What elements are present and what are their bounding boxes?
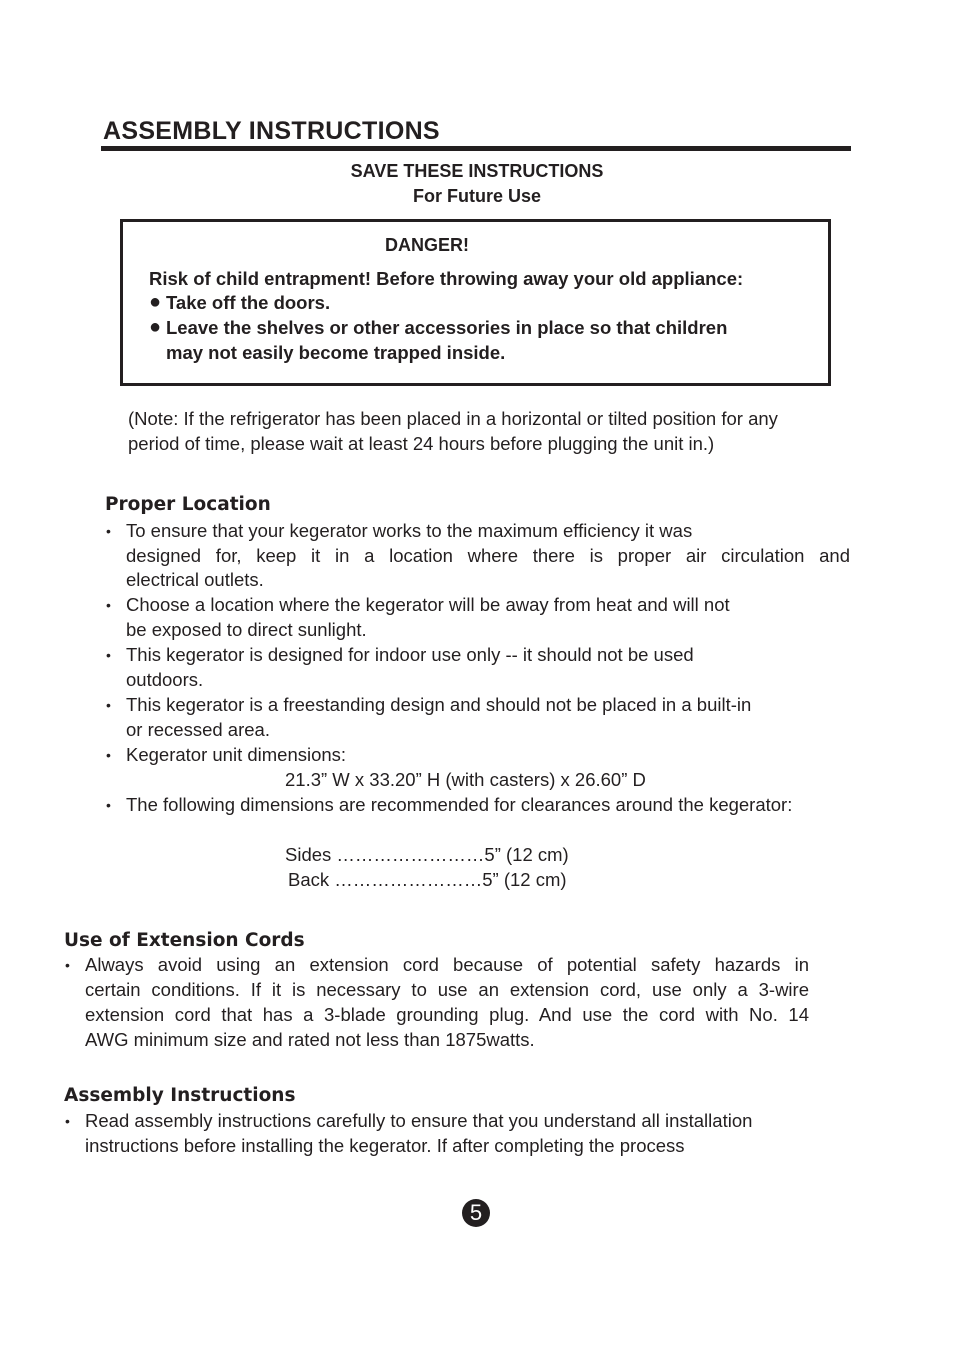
extension-cords-text: certain conditions. If it is necessary to use an extension cord, use only a 3-wire (85, 979, 809, 1000)
page-title: ASSEMBLY INSTRUCTIONS (103, 117, 440, 145)
page-number: 5 (462, 1199, 490, 1227)
danger-bullet: ● (149, 291, 162, 313)
extension-cords-text: extension cord that has a 3-blade grounding plug. And use the cord with No. 14 (85, 1004, 809, 1025)
extension-cords-text: AWG minimum size and rated not less than 1875watts. (85, 1029, 535, 1050)
location-item-text: Choose a location where the kegerator will be away from heat and will not (126, 594, 730, 615)
location-item-text: This kegerator is a freestanding design and should not be placed in a built-in (126, 694, 752, 715)
danger-item-text: may not easily become trapped inside. (166, 342, 506, 363)
bullet-dot: • (106, 597, 111, 613)
location-item-text: This kegerator is designed for indoor use only -- it should not be used (126, 644, 694, 665)
location-item-text: be exposed to direct sunlight. (126, 619, 367, 640)
clearance-sides: Sides ……………………5” (12 cm) (285, 844, 569, 865)
bullet-dot: • (106, 523, 111, 539)
bullet-dot: • (106, 647, 111, 663)
location-item-text: outdoors. (126, 669, 204, 690)
location-item-text: The following dimensions are recommended for clearances around the kegerator: (126, 794, 793, 815)
proper-location-heading: Proper Location (105, 494, 271, 515)
location-item-text: designed for, keep it in a location where there is proper air circulation and (126, 545, 850, 566)
unit-dimensions: 21.3” W x 33.20” H (with casters) x 26.60” D (285, 769, 646, 790)
danger-item-text: Leave the shelves or other accessories in place so that children (166, 317, 728, 338)
bullet-dot: • (106, 797, 111, 813)
bullet-dot: • (106, 697, 111, 713)
save-instructions-heading: SAVE THESE INSTRUCTIONS (350, 161, 604, 181)
extension-cords-text: Always avoid using an extension cord because of potential safety hazards in (85, 954, 809, 975)
bullet-dot: • (65, 1113, 70, 1129)
extension-cords-heading: Use of Extension Cords (64, 930, 305, 951)
danger-bullet: ● (149, 316, 162, 338)
clearance-back: Back ……………………5” (12 cm) (288, 869, 567, 890)
note-text: period of time, please wait at least 24 hours before plugging the unit in.) (128, 433, 715, 454)
danger-intro: Risk of child entrapment! Before throwing away your old appliance: (149, 268, 744, 289)
title-divider (101, 146, 851, 151)
location-item-text: or recessed area. (126, 719, 270, 740)
note-text: (Note: If the refrigerator has been placed in a horizontal or tilted position for any (128, 408, 778, 429)
location-item-text: To ensure that your kegerator works to the maximum efficiency it was (126, 520, 693, 541)
location-item-text: Kegerator unit dimensions: (126, 744, 347, 765)
bullet-dot: • (65, 957, 70, 973)
assembly-text: instructions before installing the kegerator. If after completing the process (85, 1135, 685, 1156)
danger-item-text: Take off the doors. (166, 292, 331, 313)
future-use-subheading: For Future Use (412, 186, 541, 206)
bullet-dot: • (106, 747, 111, 763)
danger-title: DANGER! (385, 235, 469, 255)
assembly-text: Read assembly instructions carefully to ensure that you understand all installation (85, 1110, 753, 1131)
location-item-text: electrical outlets. (126, 569, 264, 590)
assembly-instructions-heading: Assembly Instructions (64, 1085, 296, 1106)
